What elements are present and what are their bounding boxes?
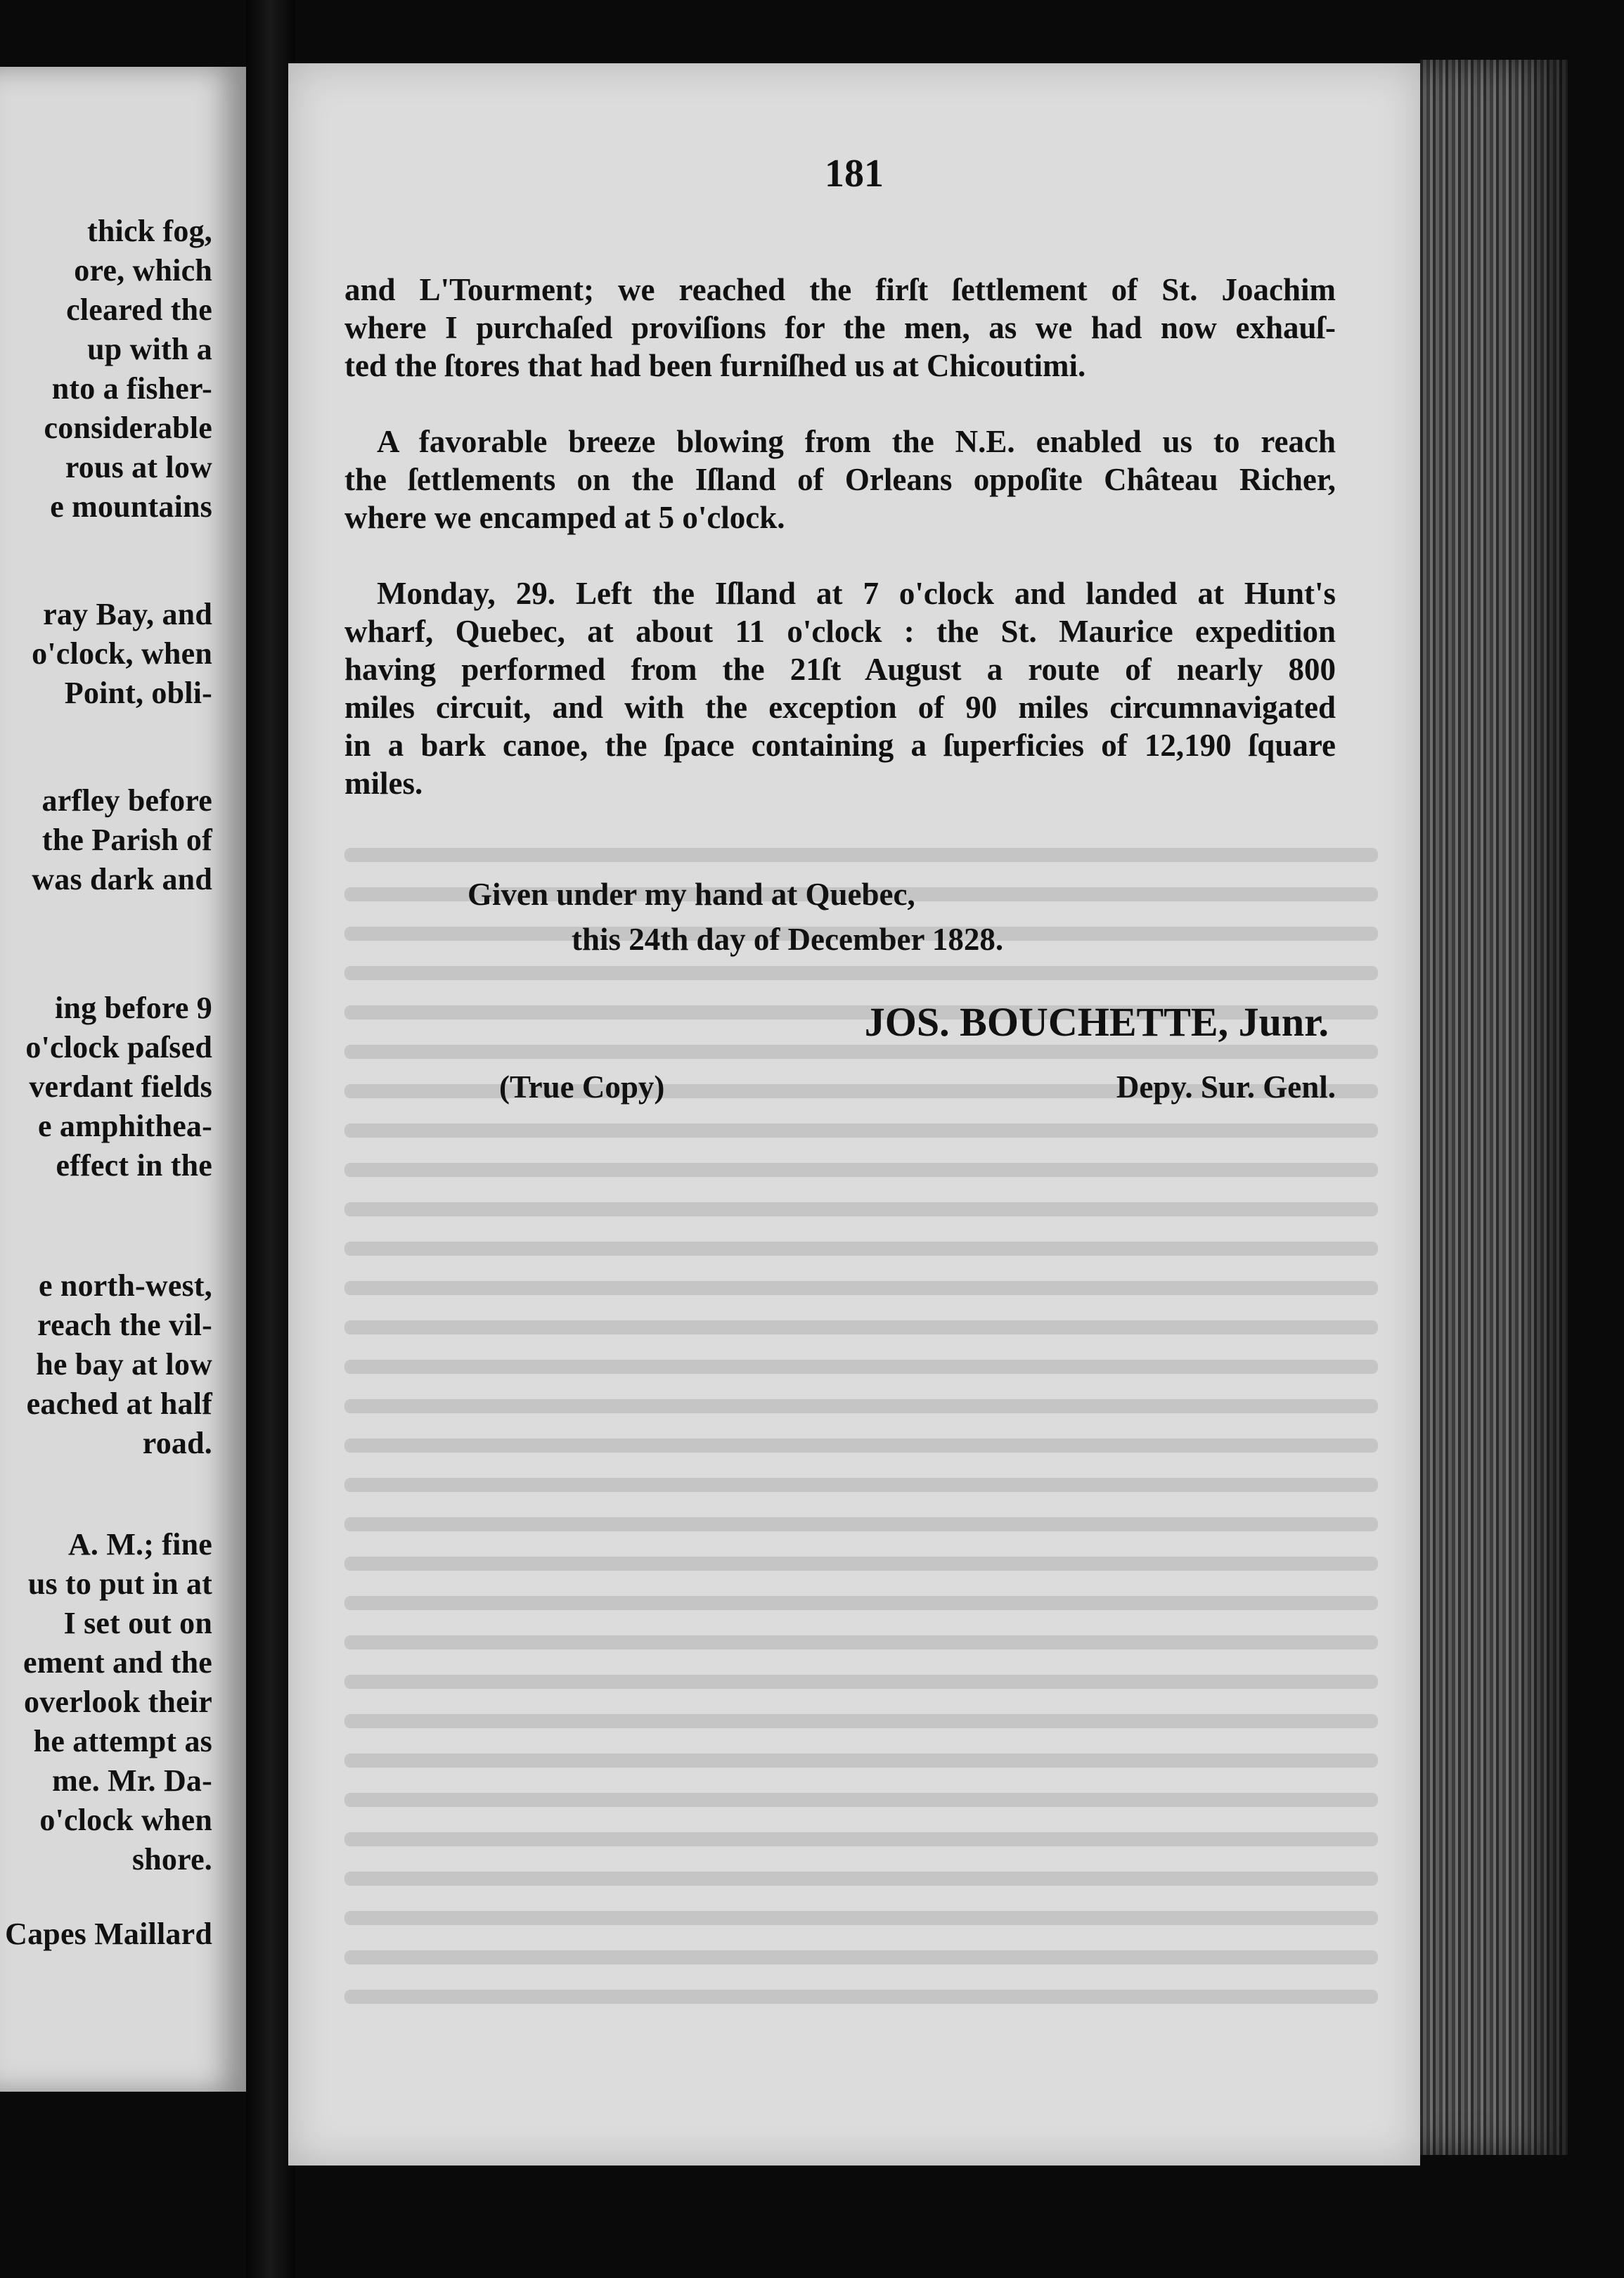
left-line: up with a	[87, 332, 212, 366]
true-copy-note: (True Copy)	[499, 1069, 665, 1105]
body-text	[344, 271, 1336, 840]
paragraph	[344, 271, 1336, 385]
left-line: e amphithea-	[37, 1109, 212, 1143]
left-line: o'clock paſsed	[25, 1030, 212, 1064]
left-line: me. Mr. Da-	[52, 1763, 212, 1798]
left-line: ement and the	[22, 1645, 212, 1680]
left-line: rous at low	[65, 450, 212, 484]
left-line: arfley before	[41, 783, 212, 818]
left-line: verdant fields	[29, 1069, 212, 1104]
left-line: eached at half	[26, 1386, 212, 1421]
signature: JOS. BOUCHETTE, Junr.	[864, 999, 1329, 1045]
left-page	[0, 67, 246, 2092]
main-page	[288, 63, 1420, 2166]
left-line: I set out on	[63, 1606, 212, 1640]
left-line: e mountains	[50, 489, 212, 524]
left-line: thick fog,	[87, 214, 212, 248]
left-line: ing before 9	[54, 991, 212, 1025]
left-line: considerable	[44, 411, 212, 445]
text-line: having performed from the 21ſt August a route of nearly 800	[344, 652, 1336, 687]
left-line: shore.	[131, 1842, 212, 1877]
left-line: he attempt as	[33, 1724, 212, 1758]
paragraph	[344, 423, 1336, 536]
left-line: e north-west,	[39, 1268, 212, 1303]
book-fore-edge	[1420, 60, 1568, 2155]
given-line: Given under my hand at Quebec,	[468, 877, 915, 912]
left-line: overlook their	[24, 1685, 212, 1719]
left-line: ray Bay, and	[43, 597, 212, 631]
left-line: road.	[142, 1426, 212, 1460]
text-line: the ſettlements on the Iſland of Orleans oppoſite Château Richer,	[344, 462, 1336, 497]
given-under-hand	[468, 872, 1003, 962]
left-line: reach the vil-	[37, 1308, 212, 1342]
left-line: effect in the	[56, 1148, 212, 1183]
left-line: o'clock when	[39, 1803, 212, 1837]
text-line: wharf, Quebec, at about 11 o'clock : the St. Maurice expedition	[344, 614, 1336, 649]
left-line: o'clock, when	[32, 636, 212, 671]
text-line: and L'Tourment; we reached the firſt ſettlement of St. Joachim	[344, 272, 1336, 307]
text-line: A favorable breeze blowing from the N.E. enabled us to reach	[377, 424, 1336, 459]
left-line: ore, which	[74, 253, 212, 288]
text-line: miles circuit, and with the exception of 90 miles circumnavigated	[344, 690, 1336, 725]
text-line: Monday, 29. Left the Iſland at 7 o'clock and landed at Hunt's	[377, 576, 1336, 611]
text-line: where I purchaſed proviſions for the men, as we had now exhauſ-	[344, 310, 1336, 345]
text-line: miles.	[344, 766, 423, 801]
text-line: where we encamped at 5 o'clock.	[344, 500, 785, 535]
left-line: Point, obli-	[64, 676, 212, 710]
left-line: us to put in at	[27, 1566, 212, 1601]
left-line: cleared the	[66, 292, 212, 327]
left-line: A. M.; fine	[67, 1527, 212, 1562]
given-date-line: this 24th day of December 1828.	[572, 922, 1004, 957]
official-title: Depy. Sur. Genl.	[1116, 1069, 1336, 1105]
paragraph	[344, 574, 1336, 802]
text-line: ted the ſtores that had been furniſhed us at Chicoutimi.	[344, 348, 1086, 383]
left-line: the Parish of	[41, 823, 212, 857]
left-line: Capes Maillard	[5, 1917, 212, 1951]
text-line: in a bark canoe, the ſpace containing a ſuperficies of 12,190 ſquare	[344, 728, 1336, 763]
left-line: nto a fisher-	[51, 371, 212, 406]
left-line: he bay at low	[36, 1347, 212, 1382]
left-line: was dark and	[32, 862, 212, 896]
page-number: 181	[825, 152, 884, 195]
